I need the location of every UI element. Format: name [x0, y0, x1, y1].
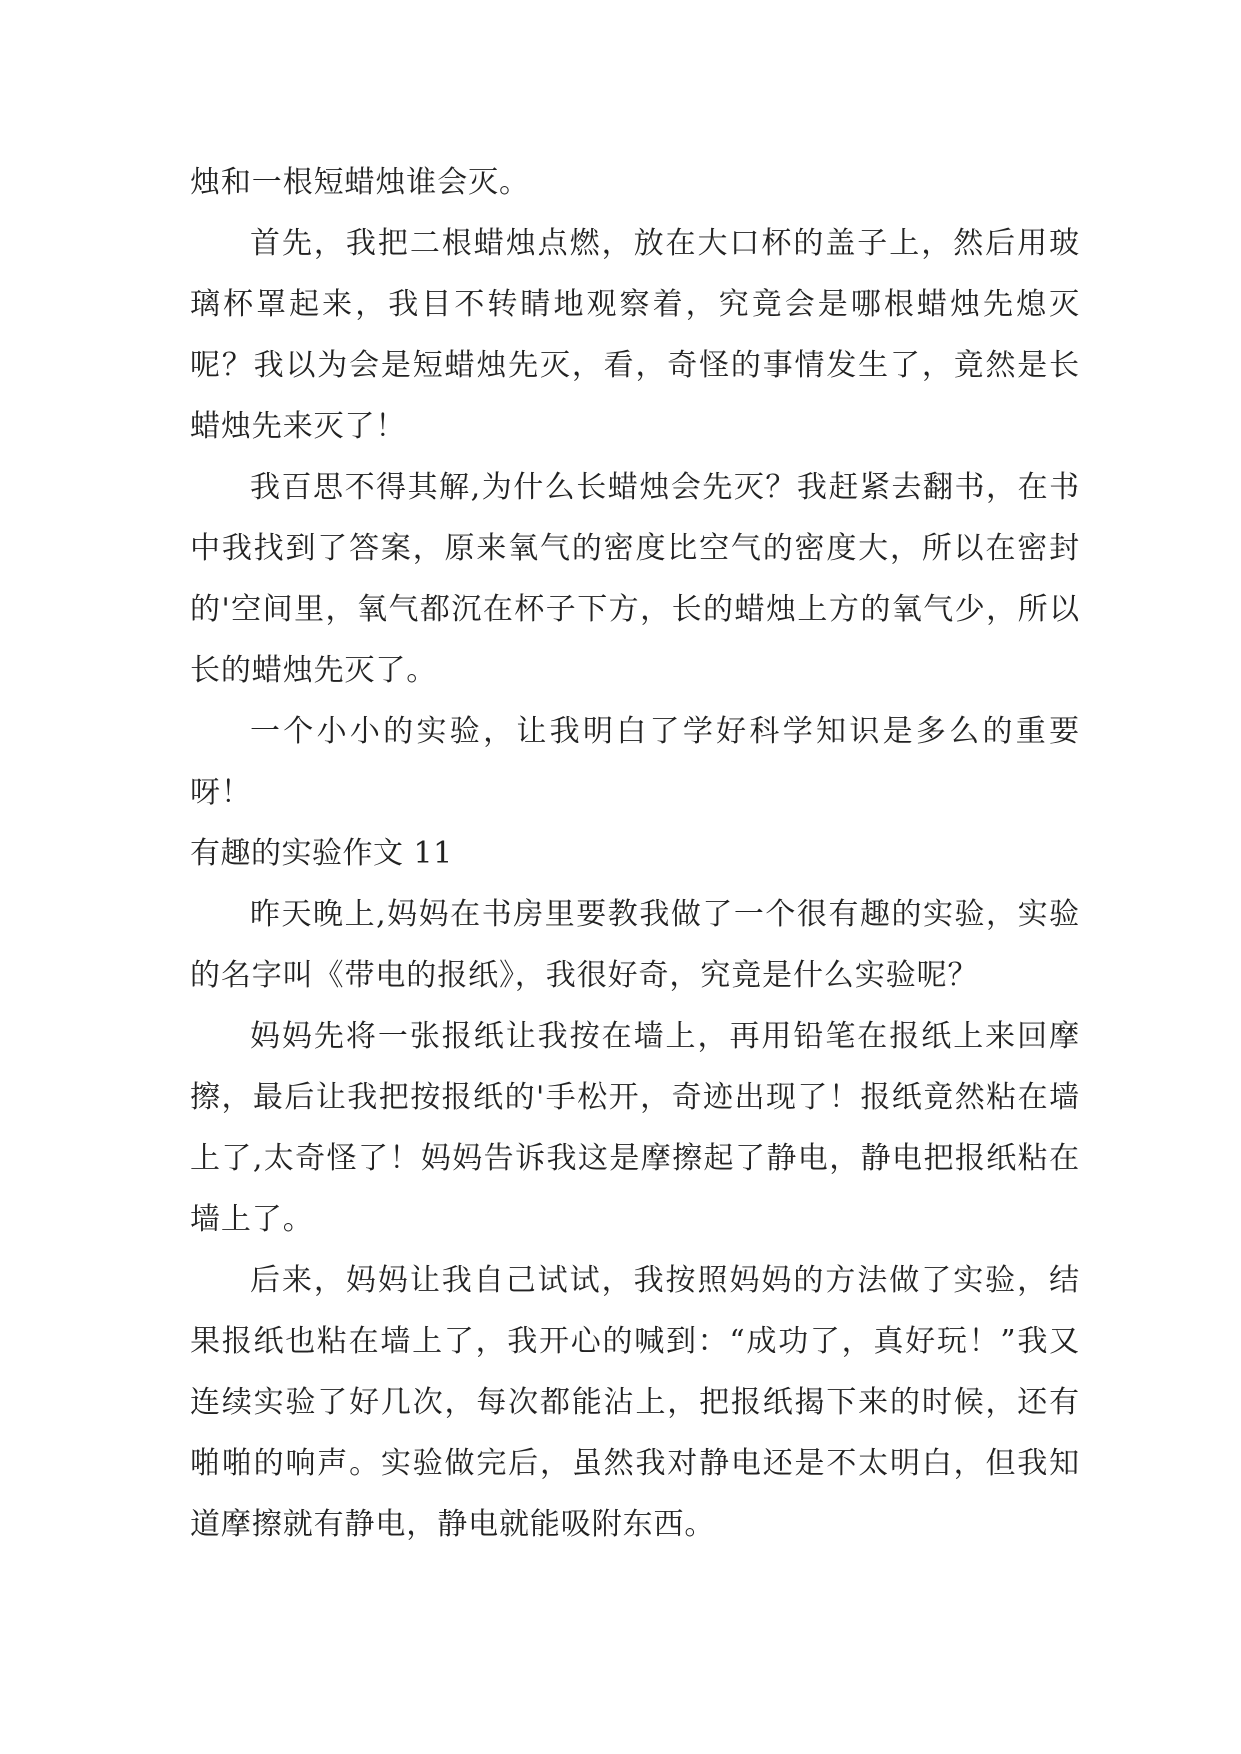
document-body	[190, 152, 1080, 1555]
paragraph-3: 我百思不得其解,为什么长蜡烛会先灭？我赶紧去翻书，在书中我找到了答案，原来氧气的密度比空气的密度大，所以在密封的'空间里，氧气都沉在杯子下方，长的蜡烛上方的氧气少，所以长的蜡烛先灭了。	[190, 470, 1080, 688]
paragraph-1: 烛和一根短蜡烛谁会灭。	[190, 165, 530, 200]
paragraph-6: 妈妈先将一张报纸让我按在墙上，再用铅笔在报纸上来回摩擦，最后让我把按报纸的'手松开，奇迹出现了！报纸竟然粘在墙上了,太奇怪了！妈妈告诉我这是摩擦起了静电，静电把报纸粘在墙上了。	[190, 1019, 1080, 1237]
paragraph-4: 一个小小的实验，让我明白了学好科学知识是多么的重要呀！	[190, 714, 1080, 810]
paragraph-2: 首先，我把二根蜡烛点燃，放在大口杯的盖子上，然后用玻璃杯罩起来，我目不转睛地观察着，究竟会是哪根蜡烛先熄灭呢？我以为会是短蜡烛先灭，看，奇怪的事情发生了，竟然是长蜡烛先来灭了！	[190, 226, 1080, 444]
paragraph-7: 后来，妈妈让我自己试试，我按照妈妈的方法做了实验，结果报纸也粘在墙上了，我开心的喊到：“成功了，真好玩！”我又连续实验了好几次，每次都能沾上，把报纸揭下来的时候，还有啪啪的响声。实验做完后，虽然我对静电还是不太明白，但我知道摩擦就有静电，静电就能吸附东西。	[190, 1263, 1080, 1542]
paragraph-5: 昨天晚上,妈妈在书房里要教我做了一个很有趣的实验，实验的名字叫《带电的报纸》，我很好奇，究竟是什么实验呢？	[190, 897, 1080, 993]
section-heading: 有趣的实验作文 11	[190, 836, 453, 871]
